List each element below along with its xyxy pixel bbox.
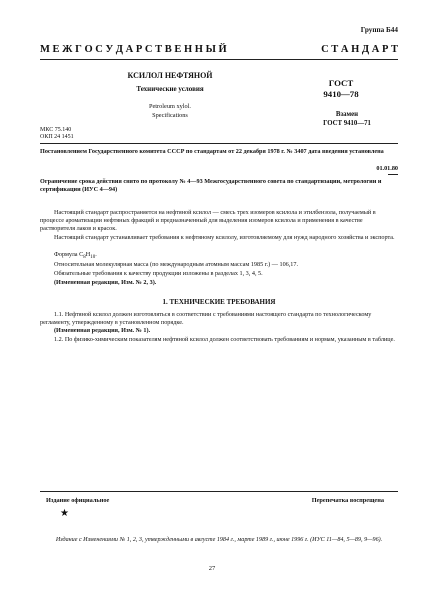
english-title-line-1: Petroleum xylol. — [149, 103, 191, 110]
edition-footnote: Издание с Изменениями № 1, 2, 3, утвержденными в августе 1984 г., марте 1989 г., июне 1996 г. (ИУС 11—84, 5—89, 9—96). — [55, 537, 383, 543]
paragraph-scope: Настоящий стандарт распространяется на нефтяной ксилол — смесь трех изомеров ксилола и этилбензола, получаемый в процессе ароматизации нефтяных фракций и предназначенный для выделения изомеров ксилола и применения в качестве растворителя лаков и красок. — [40, 209, 376, 232]
gost-number — [306, 78, 376, 99]
okp-code: ОКП 24 1451 — [40, 134, 74, 140]
edition-note-1: (Измененная редакция, Изм. № 2, 3). — [54, 279, 157, 286]
decree-text: Постановлением Государственного комитета СССР по стандартам от 22 декабря 1978 г. № 3407 дата введения установлена — [40, 148, 384, 155]
star-icon: ★ — [60, 508, 69, 519]
classification-codes — [40, 127, 74, 141]
paragraph-requirements: Настоящий стандарт устанавливает требования к нефтяному ксилолу, изготовляемому для нужд народного хозяйства и экспорта. — [54, 234, 395, 241]
header-rule — [40, 143, 398, 144]
standard-banner — [40, 44, 398, 55]
formula-sub-h: 10 — [90, 255, 96, 261]
mandatory-requirements: Обязательные требования к качеству продукции изложены в разделах 1, 3, 4, 5. — [54, 270, 263, 277]
replaces-value: ГОСТ 9410—71 — [323, 120, 371, 127]
replaces-block — [302, 110, 392, 128]
section-heading: 1. ТЕХНИЧЕСКИЕ ТРЕБОВАНИЯ — [162, 298, 276, 306]
formula-h: H — [85, 251, 91, 258]
gost-code: 9410—78 — [323, 88, 359, 99]
reprint-prohibited: Перепечатка воспрещена — [311, 497, 384, 504]
english-title-line-2: Specifications — [152, 111, 188, 119]
date-underline — [388, 174, 398, 175]
formula-sub-c: 8 — [83, 255, 86, 261]
gost-label: ГОСТ — [328, 78, 354, 88]
document-subtitle: Технические условия — [136, 85, 204, 93]
clause-1-1: 1.1. Нефтяной ксилол должен изготовляться в соответствии с требованиями настоящего стандарта по технологическому регламенту, утвержденному в установленном порядке. — [40, 311, 372, 326]
english-title — [40, 103, 300, 120]
formula-label: Формула C — [54, 251, 84, 258]
clause-1-2: 1.2. По физико-химическим показателям нефтяной ксилол должен соответствовать требованиям и нормам, указанным в таблице. — [54, 336, 395, 343]
document-title: КСИЛОЛ НЕФТЯНОЙ — [127, 71, 213, 80]
official-edition: Издание официальное — [46, 497, 110, 504]
replaces-label: Взамен — [335, 111, 359, 118]
banner-word-1: М Е Ж Г О С У Д А Р С Т В Е Н Н Ы Й — [40, 44, 227, 55]
footer-rule — [40, 491, 398, 492]
page-number: 27 — [208, 565, 216, 572]
molecular-mass: Относительная молекулярная масса (по международным атомным массам 1985 г.) — 106,17. — [54, 261, 299, 268]
edition-note-2: (Измененная редакция, Изм. № 1). — [54, 327, 151, 334]
effective-date: 01.01.80 — [376, 165, 398, 172]
group-code: Группа Б44 — [360, 26, 398, 34]
mks-code: МКС 75.140 — [40, 127, 72, 133]
banner-word-2: С Т А Н Д А Р Т — [321, 44, 398, 55]
limitation-text: Ограничение срока действия снято по протоколу № 4—93 Межгосударственного совета по стандартизации, метрологии и сертификации (ИУС 4—94) — [40, 178, 382, 193]
formula-end: . — [95, 251, 97, 258]
banner-rule — [40, 59, 398, 60]
